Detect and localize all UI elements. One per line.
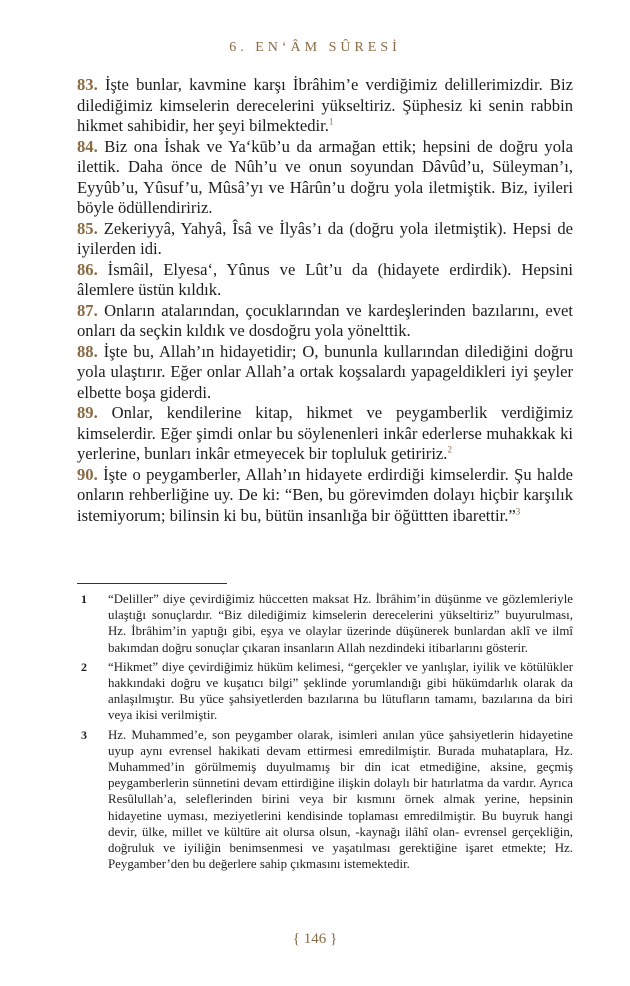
chapter-header: 6. EN‘ÂM SÛRESİ	[229, 40, 401, 55]
footnote-text: “Deliller” diye çevirdiğimiz hüccetten maksat Hz. İbrâhim’in düşünme ve gözlemleriyle ulaştığı sonuçlardır. “Biz dilediğimiz kimselerin derecelerini yükseltiriz” buyurulması, Hz. İbrâhim’in yaptığı gibi, eşya ve olaylar üzerinde düşünerek bunlardan aklî ve ilmî bakımdan doğru sonuçlar çıkaran insanların Allah nezdindeki itibarlarını gösterir.	[108, 592, 573, 655]
verse-number: 83.	[77, 75, 98, 94]
verse-text: Onlar, kendilerine kitap, hikmet ve peygamberlik verdiğimiz kimselerdir. Eğer şimdi onlar bu söylenenleri inkâr ederlerse muhakkak ki yerlerine, bunları inkâr etmeyecek bir topluluk getiririz.	[77, 403, 573, 463]
ornament-left-icon: {	[292, 931, 300, 947]
verse-number: 89.	[77, 403, 98, 422]
verse-85	[77, 219, 573, 260]
verse-text: Onların atalarından, çocuklarından ve kardeşlerinden bazılarını, evet onları da seçkin kıldık ve dosdoğru yola yönelttik.	[77, 300, 573, 340]
footnote-2	[77, 659, 573, 724]
verse-number: 87.	[77, 300, 98, 320]
verse-text: İsmâil, Elyesa‘, Yûnus ve Lût’u da (hidayete erdirdik). Hepsini âlemlere üstün kıldık.	[77, 259, 573, 299]
verse-text: Zekeriyyâ, Yahyâ, Îsâ ve İlyâs’ı da (doğru yola iletmiştik). Hepsi de iyilerden idi.	[77, 218, 573, 258]
verse-number: 86.	[77, 259, 98, 279]
footnote-ref-2[interactable]: 2	[447, 444, 452, 455]
verse-number: 85.	[77, 218, 98, 238]
verse-number: 84.	[77, 136, 98, 156]
footnote-ref-3[interactable]: 3	[515, 505, 521, 516]
footnote-3	[77, 727, 573, 873]
verse-89	[77, 403, 573, 465]
verse-number: 88.	[77, 341, 98, 361]
verse-87	[77, 301, 573, 342]
footnotes	[77, 591, 573, 875]
footnote-number: 2	[81, 659, 87, 674]
page-number	[0, 931, 630, 948]
verse-text: İşte bunlar, kavmine karşı İbrâhim’e verdiğimiz delillerimizdir. Biz dilediğimiz kimselerin derecelerini yükseltiriz. Şüphesiz ki senin rabbin hikmet sahibidir, her şeyi bilmektedir.	[77, 75, 573, 135]
verse-text: İşte bu, Allah’ın hidayetidir; O, bununla kullarından dilediğini doğru yola ulaştırır. Eğer onlar Allah’a ortak koşsalardı yapageldikleri iyi şeyler elbette boşa giderdi.	[77, 341, 574, 402]
verse-88	[77, 342, 573, 404]
verse-84	[77, 137, 573, 219]
footnote-number: 3	[81, 727, 87, 742]
ornament-right-icon: }	[330, 931, 338, 947]
footnote-number: 1	[81, 592, 87, 606]
verse-number: 90.	[77, 464, 98, 484]
footnote-divider	[77, 583, 227, 584]
footnote-1	[77, 591, 573, 656]
footnote-text: “Hikmet” diye çevirdiğimiz hüküm kelimesi, “gerçekler ve yanlışlar, iyilik ve kötülükler hakkındaki doğru ve kuşatıcı bilgi” şeklinde yorumlandığı gibi hükümdarlık olarak da anlaşılmıştır. Bu yüce şahsiyetlerden bazılarına bu lütufların tamamı, bazılarına da biri veya ikisi verilmiştir.	[108, 659, 573, 723]
footnote-ref-1[interactable]: 1	[328, 116, 334, 127]
verse-block	[77, 75, 573, 526]
verse-86	[77, 260, 573, 301]
verse-text: Biz ona İshak ve Ya‘kūb’u da armağan ettik; hepsini de doğru yola ilettik. Daha önce de Nûh’u ve onun soyundan Dâvûd’u, Süleyman’ı, Eyyûb’u, Yûsuf’u, Mûsâ’yı ve Hârûn’u doğru yola iletmiştik. Biz, iyileri böyle ödüllendiririz.	[77, 136, 573, 217]
footnote-text: Hz. Muhammed’e, son peygamber olarak, isimleri anılan yüce şahsiyetlerin hidayetine uyup aynı evrensel hakikati devam ettirmesi emredilmiştir. Burada muhataplara, Hz. Muhammed’in görülmemiş duyulmamış bir din icat etmediğine, aksine, geçmiş peygamberlerin sünnetini devam ettirdiğine ilişkin dolaylı bir hatırlatma da vardır. Ayrıca Resûlullah’a, seleflerinden birini veya bir kısmını örnek almak yerine, hepsinin hidayetine uyması, meziyetlerini kendisinde toplaması emredilmiştir. Bu buyruk hangi devir, ülke, millet ve kültüre ait olursa olsun, -kaynağı ilâhî olan- evrensel gerçekliğin, doğruluk ve iyiliğin benimsenmesi ve yaşatılması gerektiğine işaret etmekte; Hz. Peygamber’den bu değerlere sahip çıkmasını istemektedir.	[108, 727, 573, 872]
verse-90	[77, 465, 573, 527]
verse-text: İşte o peygamberler, Allah’ın hidayete erdirdiği kimselerdir. Şu halde onların rehberliğine uy. De ki: “Ben, bu görevimden dolayı hiçbir karşılık istemiyorum; bilinsin ki bu, bütün insanlığa bir öğüttten ibarettir.”	[77, 464, 573, 525]
verse-83	[77, 75, 573, 137]
page-number-value: 146	[303, 931, 327, 947]
